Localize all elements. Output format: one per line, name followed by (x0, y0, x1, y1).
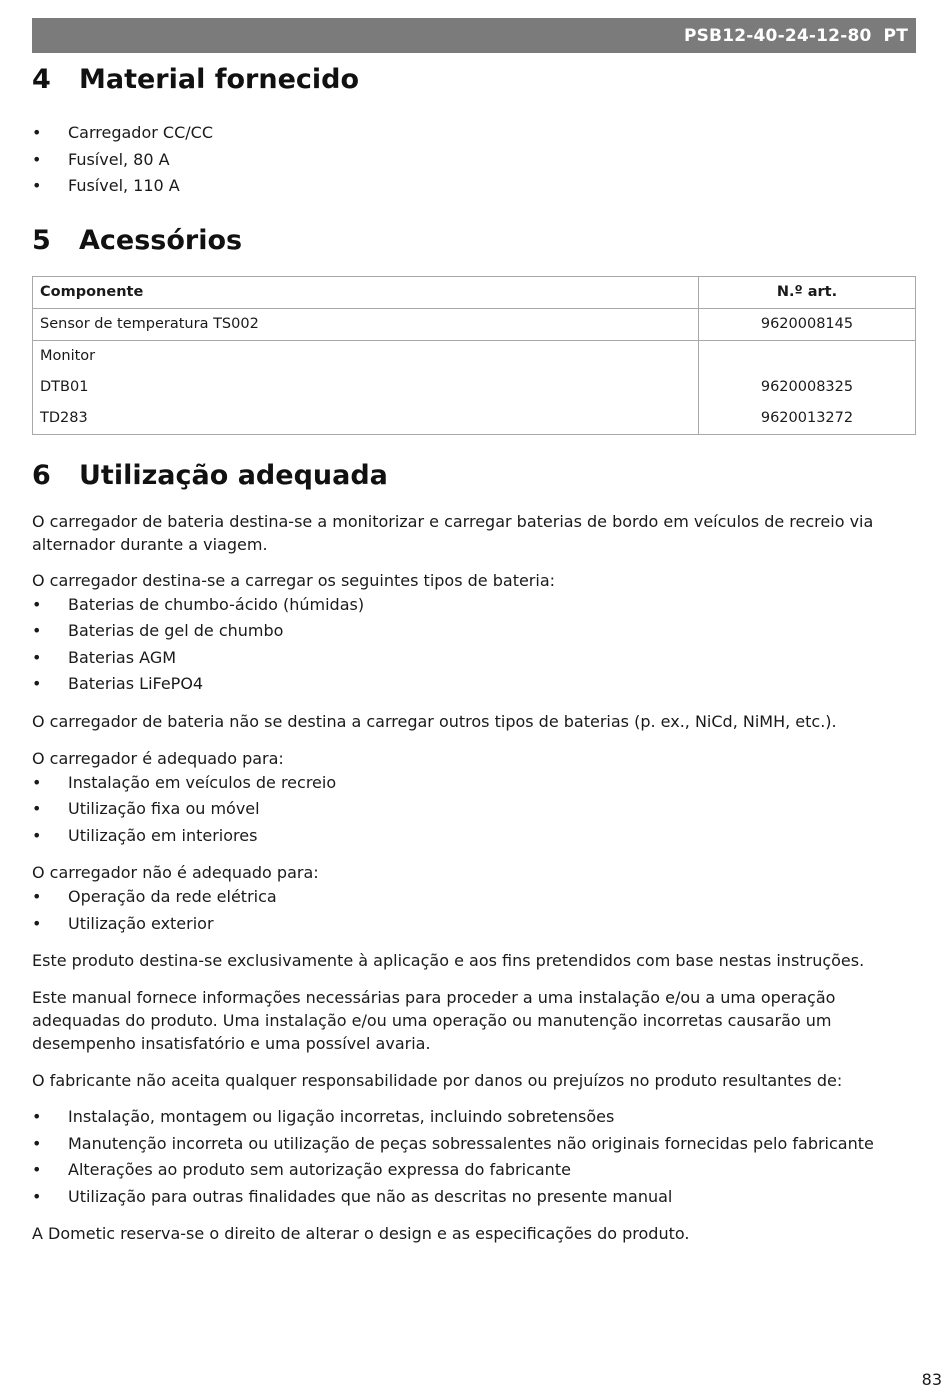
list-item: • Utilização exterior (32, 911, 916, 938)
page-content (32, 64, 916, 1245)
list-item: • Baterias de chumbo-ácido (húmidas) (32, 592, 916, 619)
table-row (33, 372, 916, 403)
list-item: • Manutenção incorreta ou utilização de peças sobressalentes não originais fornecidas pelo fabricante (32, 1131, 916, 1158)
paragraph: O carregador destina-se a carregar os seguintes tipos de bateria: (32, 570, 556, 590)
list-item: • Operação da rede elétrica (32, 884, 916, 911)
model-number: PSB12-40-24-12-80 (683, 25, 872, 46)
table-cell: Sensor de temperatura TS002 (33, 308, 699, 340)
list-item: • Fusível, 80 A (32, 147, 916, 174)
list-item: • Baterias de gel de chumbo (32, 618, 916, 645)
column-header-article-number: N.º art. (699, 276, 916, 308)
section-title: Acessórios (79, 224, 243, 256)
table-cell: 9620013272 (699, 403, 916, 435)
list-item: • Utilização para outras finalidades que não as descritas no presente manual (32, 1184, 916, 1211)
supplied-items-list (32, 120, 916, 200)
paragraph: O carregador não é adequado para: (32, 863, 319, 882)
section-number: 4 (32, 64, 51, 95)
table-header-row (33, 276, 916, 308)
list-item: • Baterias LiFePO4 (32, 671, 916, 698)
list-item: • Alterações ao produto sem autorização expressa do fabricante (32, 1157, 916, 1184)
section-title: Material fornecido (79, 64, 360, 95)
table-row (33, 340, 916, 372)
table-cell: 9620008325 (699, 372, 916, 403)
accessories-table (32, 276, 916, 435)
table-row (33, 308, 916, 340)
list-item: • Utilização em interiores (32, 823, 916, 850)
list-item: • Baterias AGM (32, 645, 916, 672)
section-6-heading (32, 460, 916, 491)
column-header-component: Componente (33, 276, 699, 308)
not-suitable-list (32, 884, 916, 937)
liability-list (32, 1104, 916, 1210)
section-4-heading (32, 64, 916, 95)
table-cell: TD283 (33, 403, 699, 435)
section-5-heading (32, 225, 916, 256)
suitable-list (32, 770, 916, 850)
paragraph: Este manual fornece informações necessárias para proceder a uma instalação e/ou a uma operação adequadas do produto. Uma instalação e/ou uma operação ou manutenção incorretas causarão um desempenho insatisfatório e uma possível avaria. (32, 988, 836, 1053)
list-item: • Instalação, montagem ou ligação incorretas, incluindo sobretensões (32, 1104, 916, 1131)
paragraph: O carregador é adequado para: (32, 748, 284, 768)
table-row (33, 403, 916, 435)
paragraph: A Dometic reserva-se o direito de alterar o design e as especificações do produto. (32, 1224, 690, 1243)
section-number: 5 (32, 224, 51, 256)
language-code: PT (883, 25, 908, 46)
header-bar (32, 18, 916, 53)
paragraph: Este produto destina-se exclusivamente à aplicação e aos fins pretendidos com base nestas instruções. (32, 951, 865, 970)
section-number: 6 (32, 459, 51, 491)
paragraph: O carregador de bateria destina-se a monitorizar e carregar baterias de bordo em veículos de recreio via alternador durante a viagem. (32, 511, 874, 554)
list-item: • Carregador CC/CC (32, 120, 916, 147)
list-item: • Utilização fixa ou móvel (32, 796, 916, 823)
table-cell: 9620008145 (699, 308, 916, 340)
list-item: • Fusível, 110 A (32, 173, 916, 200)
table-cell (699, 340, 916, 372)
section-title: Utilização adequada (79, 459, 388, 491)
paragraph: O fabricante não aceita qualquer responsabilidade por danos ou prejuízos no produto resultantes de: (32, 1071, 843, 1090)
table-cell: Monitor (33, 340, 699, 372)
list-item: • Instalação em veículos de recreio (32, 770, 916, 797)
table-cell: DTB01 (33, 372, 699, 403)
paragraph: O carregador de bateria não se destina a carregar outros tipos de baterias (p. ex., NiCd, NiMH, etc.). (32, 711, 837, 731)
page-number: 83 (921, 1370, 942, 1389)
battery-types-list (32, 592, 916, 698)
